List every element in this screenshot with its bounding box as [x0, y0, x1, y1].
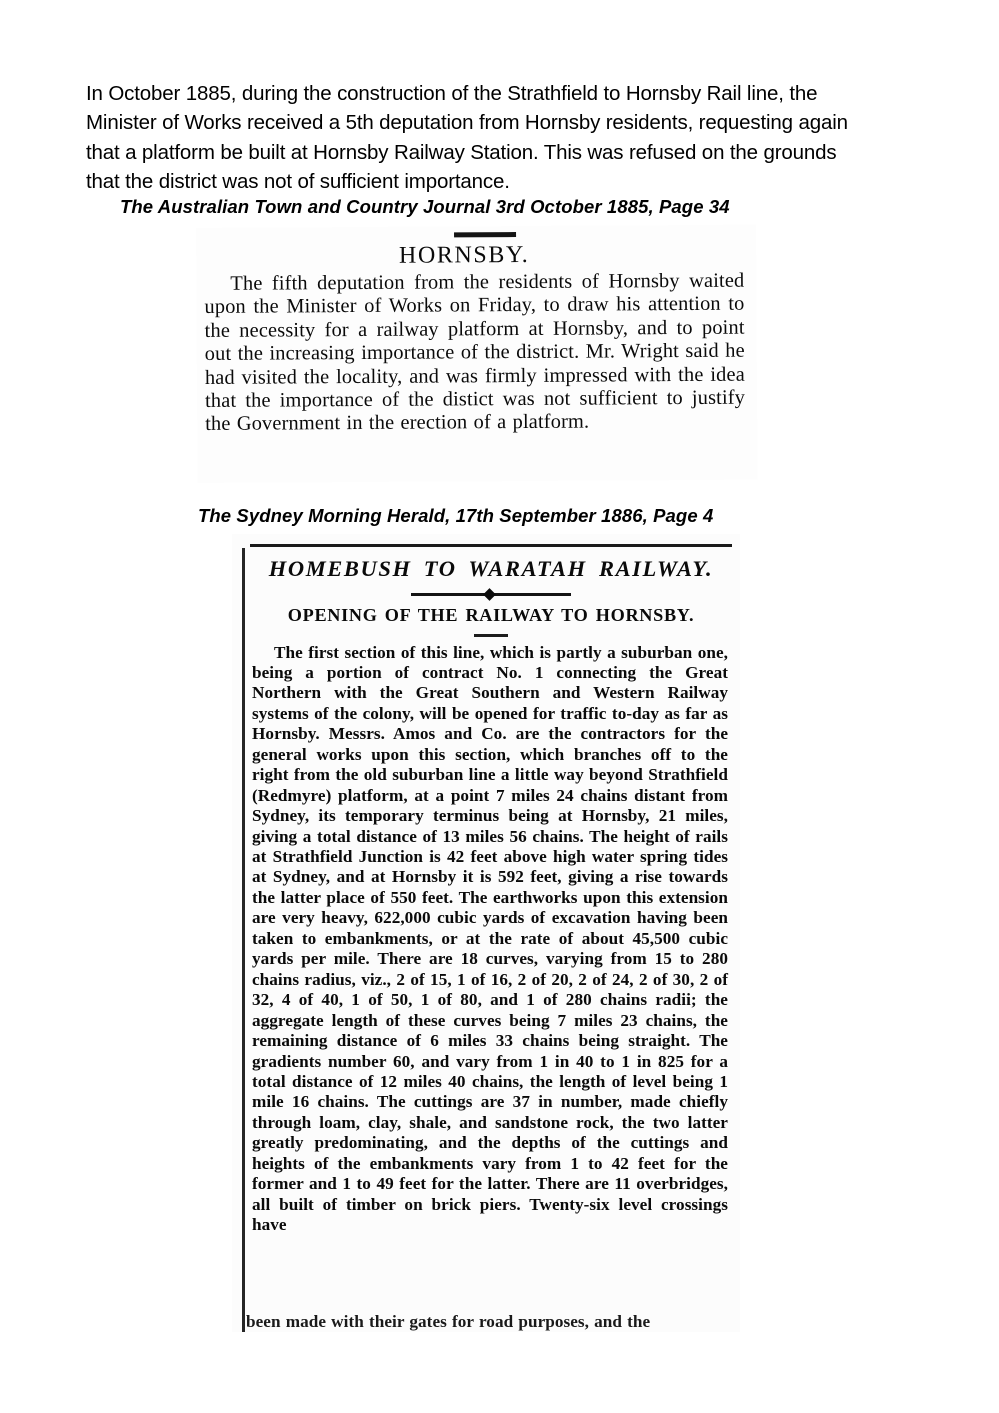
clipping-1-body: [196, 270, 757, 437]
clipping-2-subheadline: OPENING OF THE RAILWAY TO HORNSBY.: [287, 605, 695, 625]
clipping-2-caption: The Sydney Morning Herald, 17th September 1886, Page 4: [198, 505, 714, 526]
clipping-1-caption: The Australian Town and Country Journal 3rd October 1885, Page 34: [120, 196, 730, 217]
clipping-1-body-text: The fifth deputation from the residents of Hornsby waited upon the Minister of Works on Friday, to draw his attention to the necessity for a railway platform at Hornsby, and to point out the increasing importance of the district. Mr. Wright said he had visited the locality, and was firmly impressed with the idea that the importance of the distict was not sufficient to justify the Government in the erection of a platform.: [204, 269, 746, 436]
intro-paragraph: In October 1885, during the construction of the Strathfield to Hornsby Rail line, the Minister of Works received a 5th deputation from Hornsby residents, requesting again that a platform be built at Hornsby Railway Station. This was refused on the grounds that the district was not of sufficient importance.: [86, 81, 848, 193]
newspaper-clipping-hornsby: [196, 225, 758, 483]
clipping-2-cut-off-line: been made with their gates for road purposes, and the: [246, 1312, 651, 1331]
clipping-2-sub-rule: [474, 634, 508, 637]
diamond-divider-icon: [411, 589, 571, 599]
clipping-2-headline: HOMEBUSH TO WARATAH RAILWAY.: [268, 556, 714, 581]
newspaper-clipping-homebush-waratah: [232, 534, 740, 1334]
clipping-2-bottom-crop: [232, 1332, 740, 1346]
clipping-2-top-rule: [250, 544, 732, 547]
ornament-rule: [454, 232, 516, 237]
clipping-2-body-text: The first section of this line, which is partly a suburban one, being a portion of contract No. 1 connecting the Great Northern with the Great Southern and Western Railway systems of the colony, will be opened for traffic to-day as far as Hornsby. Messrs. Amos and Co. are the contractors for the general works upon this section, which branches off to the right from the old suburban line a little way beyond Strathfield (Redmyre) platform, at a point 7 miles 24 chains distant from Sydney, its temporary terminus being at Hornsby, 21 miles, giving a total distance of 13 miles 56 chains. The height of rails at Strathfield Junction is 42 feet above high water spring tides at Sydney, and at Hornsby it is 592 feet, giving a rise towards the latter place of 550 feet. The earthworks upon this extension are very heavy, 622,000 cubic yards of excavation having been taken to embankments, or at the rate of about 45,500 cubic yards per mile. There are 18 curves, varying from 15 to 280 chains radius, viz., 2 of 15, 1 of 16, 2 of 20, 2 of 24, 2 of 30, 2 of 32, 4 of 40, 1 of 50, 1 of 80, and 1 of 280 chains radii; the aggregate length of these curves being 7 miles 23 chains, the remaining distance of 6 miles 33 chains being straight. The gradients number 60, and vary from 1 in 40 to 1 in 825 for a total distance of 12 miles 40 chains, the length of level being 1 mile 16 chains. The cuttings are 37 in number, made chiefly through loam, clay, shale, and sandstone rock, the two latter greatly predominating, and the depths of the cuttings and heights of the embankments vary from 1 to 42 feet for the former and 1 to 49 feet for the latter. There are 11 overbridges, all built of timber on brick piers. Twenty-six level crossings have: [252, 642, 728, 1235]
clipping-2-content: [252, 552, 730, 1236]
clipping-2-column-rule: [242, 548, 245, 1334]
clipping-2-body: [252, 643, 730, 1236]
clipping-1-heading: HORNSBY.: [398, 241, 530, 269]
